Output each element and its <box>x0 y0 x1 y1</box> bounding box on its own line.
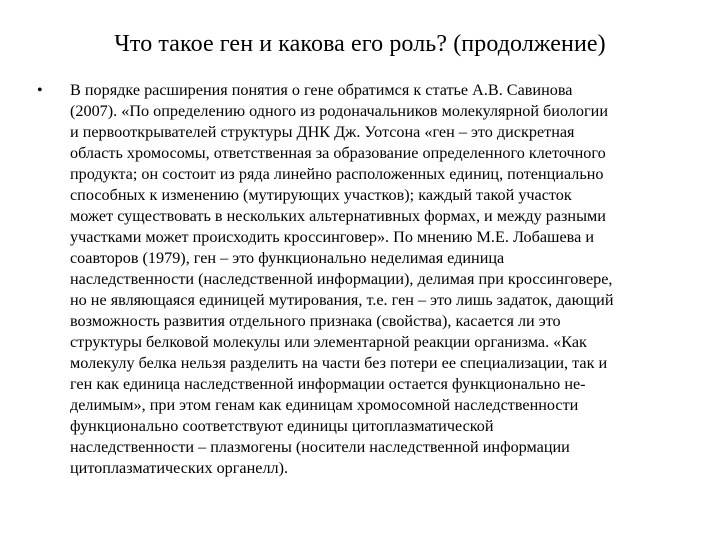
text-line: ген как единица наследственной информации остается функционально не- <box>70 375 586 393</box>
text-line: наследственности – плазмогены (носители наследственной информации <box>70 438 570 456</box>
text-line: и первооткрывателей структуры ДНК Дж. Уотсона «ген – это дискретная <box>70 123 575 141</box>
text-line: область хромосомы, ответственная за образование определенного клеточного <box>70 144 606 162</box>
text-line: цитоплазматических органелл). <box>70 459 289 477</box>
text-line: но не являющаяся единицей мутирования, т.е. ген – это лишь задаток, дающий <box>70 291 614 309</box>
text-line: возможность развития отдельного признака (свойства), касается ли это <box>70 312 561 330</box>
text-line: В порядке расширения понятия о гене обратимся к статье А.В. Савинова <box>70 81 573 99</box>
text-line: структуры белковой молекулы или элементарной реакции организма. «Как <box>70 333 587 351</box>
text-line: молекулу белка нельзя разделить на части без потери ее специализации, так и <box>70 354 608 372</box>
bullet-marker: • <box>37 82 43 99</box>
text-line: участками может происходить кроссинговер». По мнению М.Е. Лобашева и <box>70 228 595 246</box>
text-line: (2007). «По определению одного из родоначальников молекулярной биологии <box>70 102 608 120</box>
text-line: способных к изменению (мутирующих участков); каждый такой участок <box>70 186 572 204</box>
text-line: продукта; он состоит из ряда линейно расположенных единиц, потенциально <box>70 165 604 183</box>
text-line: наследственности (наследственной информации), делимая при кроссинговере, <box>70 270 613 288</box>
text-line: соавторов (1979), ген – это функционально неделимая единица <box>70 249 505 267</box>
text-line: может существовать в нескольких альтернативных формах, и между разными <box>70 207 606 225</box>
text-line: делимым», при этом генам как единицам хромосомной наследственности <box>70 396 579 414</box>
text-line: функционально соответствуют единицы цитоплазматической <box>70 417 494 435</box>
slide-title: Что такое ген и какова его роль? (продолжение) <box>114 31 606 57</box>
bullet-text <box>70 80 682 479</box>
